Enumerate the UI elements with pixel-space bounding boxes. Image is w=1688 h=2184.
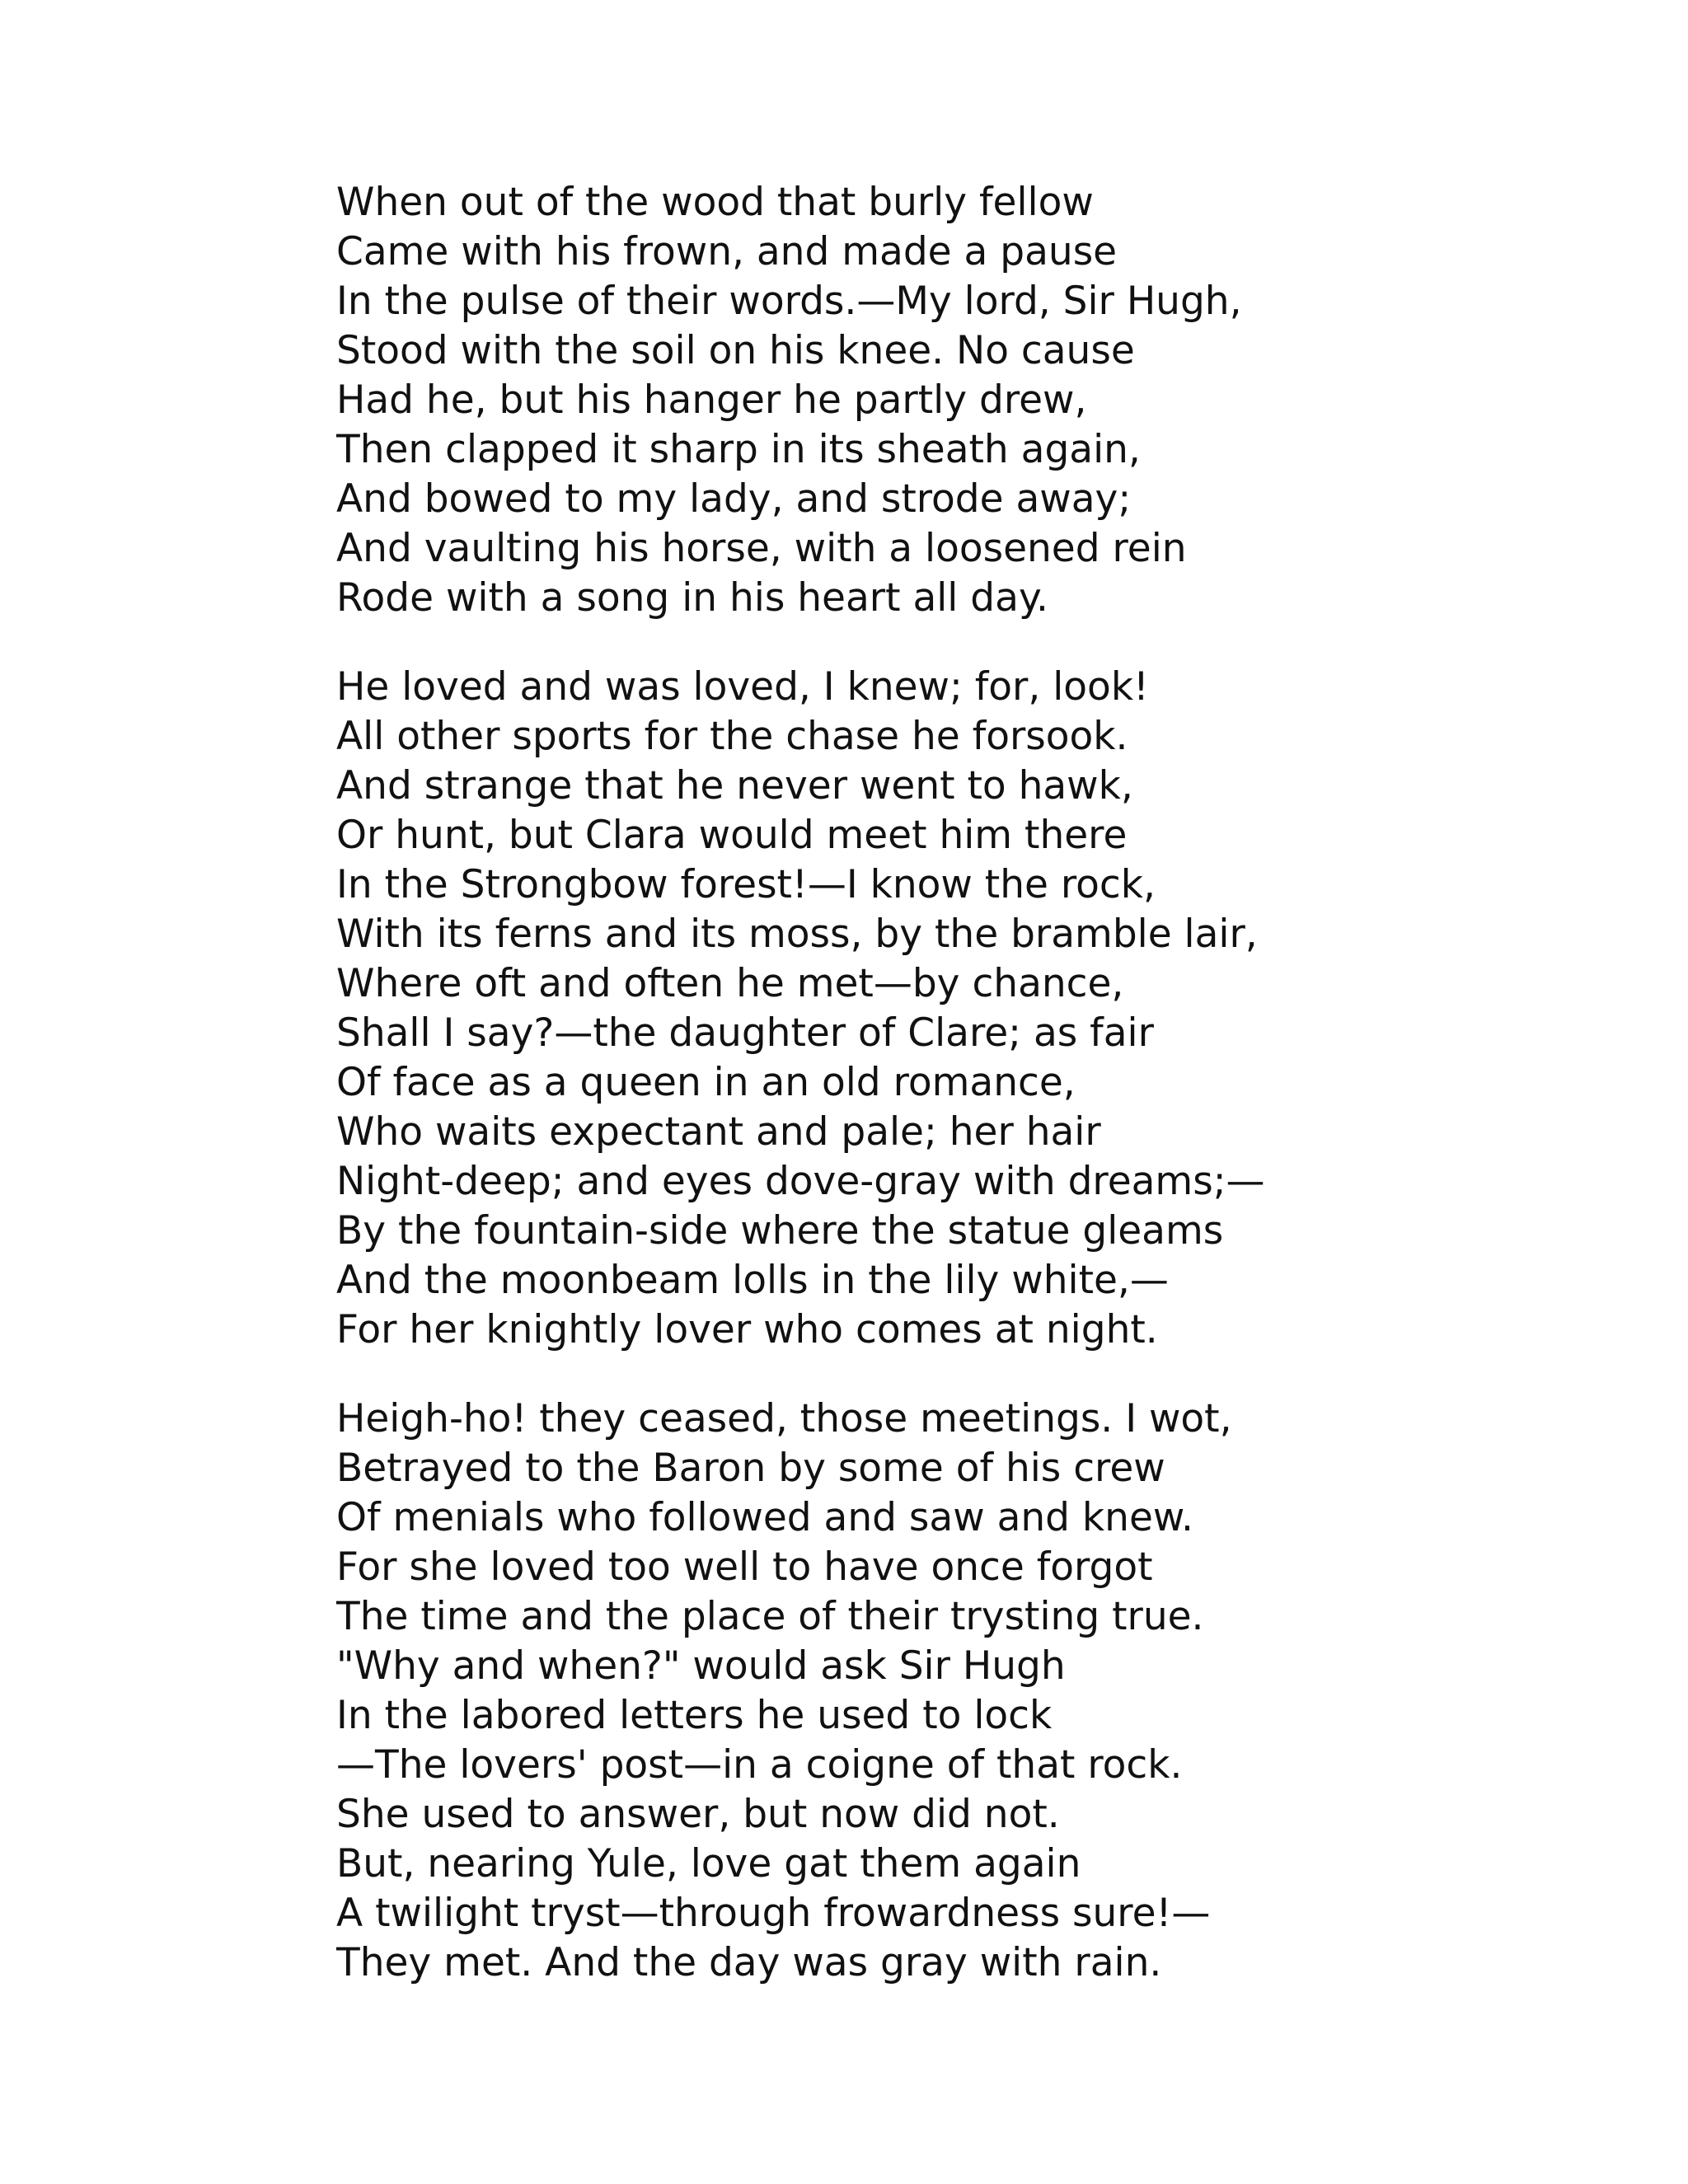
poem-line: When out of the wood that burly fellow bbox=[336, 180, 1094, 225]
poem-line: And bowed to my lady, and strode away; bbox=[336, 476, 1132, 522]
poem-line: For her knightly lover who comes at night. bbox=[336, 1307, 1158, 1352]
poem-line: Had he, but his hanger he partly drew, bbox=[336, 377, 1087, 423]
poem-line: Betrayed to the Baron by some of his crew bbox=[336, 1446, 1165, 1491]
poem-line: Stood with the soil on his knee. No cause bbox=[336, 328, 1135, 373]
poem-body bbox=[336, 178, 1490, 1993]
poem-line: With its ferns and its moss, by the bramble lair, bbox=[336, 912, 1258, 957]
poem-line: Shall I say?—the daughter of Clare; as fair bbox=[336, 1010, 1154, 1056]
stanza-2 bbox=[336, 663, 1490, 1355]
poem-line: In the pulse of their words.—My lord, Sir Hugh, bbox=[336, 279, 1242, 324]
poem-line: In the Strongbow forest!—I know the rock, bbox=[336, 862, 1156, 907]
stanza-1 bbox=[336, 178, 1490, 623]
poem-line: Where oft and often he met—by chance, bbox=[336, 961, 1124, 1006]
poem-line: Heigh-ho! they ceased, those meetings. I wot, bbox=[336, 1396, 1232, 1441]
poem-line: In the labored letters he used to lock bbox=[336, 1693, 1053, 1738]
poem-line: Came with his frown, and made a pause bbox=[336, 229, 1118, 274]
poem-line: For she loved too well to have once forgot bbox=[336, 1544, 1153, 1590]
poem-line: Rode with a song in his heart all day. bbox=[336, 575, 1048, 621]
poem-line: By the fountain-side where the statue gleams bbox=[336, 1208, 1224, 1254]
poem-line: Of menials who followed and saw and knew. bbox=[336, 1495, 1193, 1540]
poem-line: And strange that he never went to hawk, bbox=[336, 763, 1133, 808]
poem-line: Then clapped it sharp in its sheath again, bbox=[336, 427, 1141, 472]
poem-line: —The lovers' post—in a coigne of that rock. bbox=[336, 1742, 1183, 1788]
stanza-3 bbox=[336, 1394, 1490, 1988]
poem-line: He loved and was loved, I knew; for, look! bbox=[336, 664, 1149, 710]
poem-line: Night-deep; and eyes dove-gray with dreams;— bbox=[336, 1159, 1265, 1204]
poem-line: She used to answer, but now did not. bbox=[336, 1792, 1060, 1837]
poem-line: "Why and when?" would ask Sir Hugh bbox=[336, 1643, 1066, 1689]
poem-line: But, nearing Yule, love gat them again bbox=[336, 1841, 1081, 1886]
poem-line: Or hunt, but Clara would meet him there bbox=[336, 813, 1128, 858]
poem-line: And the moonbeam lolls in the lily white,— bbox=[336, 1258, 1169, 1303]
poem-line: They met. And the day was gray with rain. bbox=[336, 1940, 1162, 1985]
poem-line: All other sports for the chase he forsook. bbox=[336, 714, 1128, 759]
poem-line: A twilight tryst—through frowardness sure!— bbox=[336, 1891, 1211, 1936]
poem-line: Of face as a queen in an old romance, bbox=[336, 1060, 1076, 1105]
poem-line: Who waits expectant and pale; her hair bbox=[336, 1109, 1101, 1155]
poem-line: The time and the place of their trysting true. bbox=[336, 1594, 1204, 1639]
poem-line: And vaulting his horse, with a loosened rein bbox=[336, 526, 1187, 571]
